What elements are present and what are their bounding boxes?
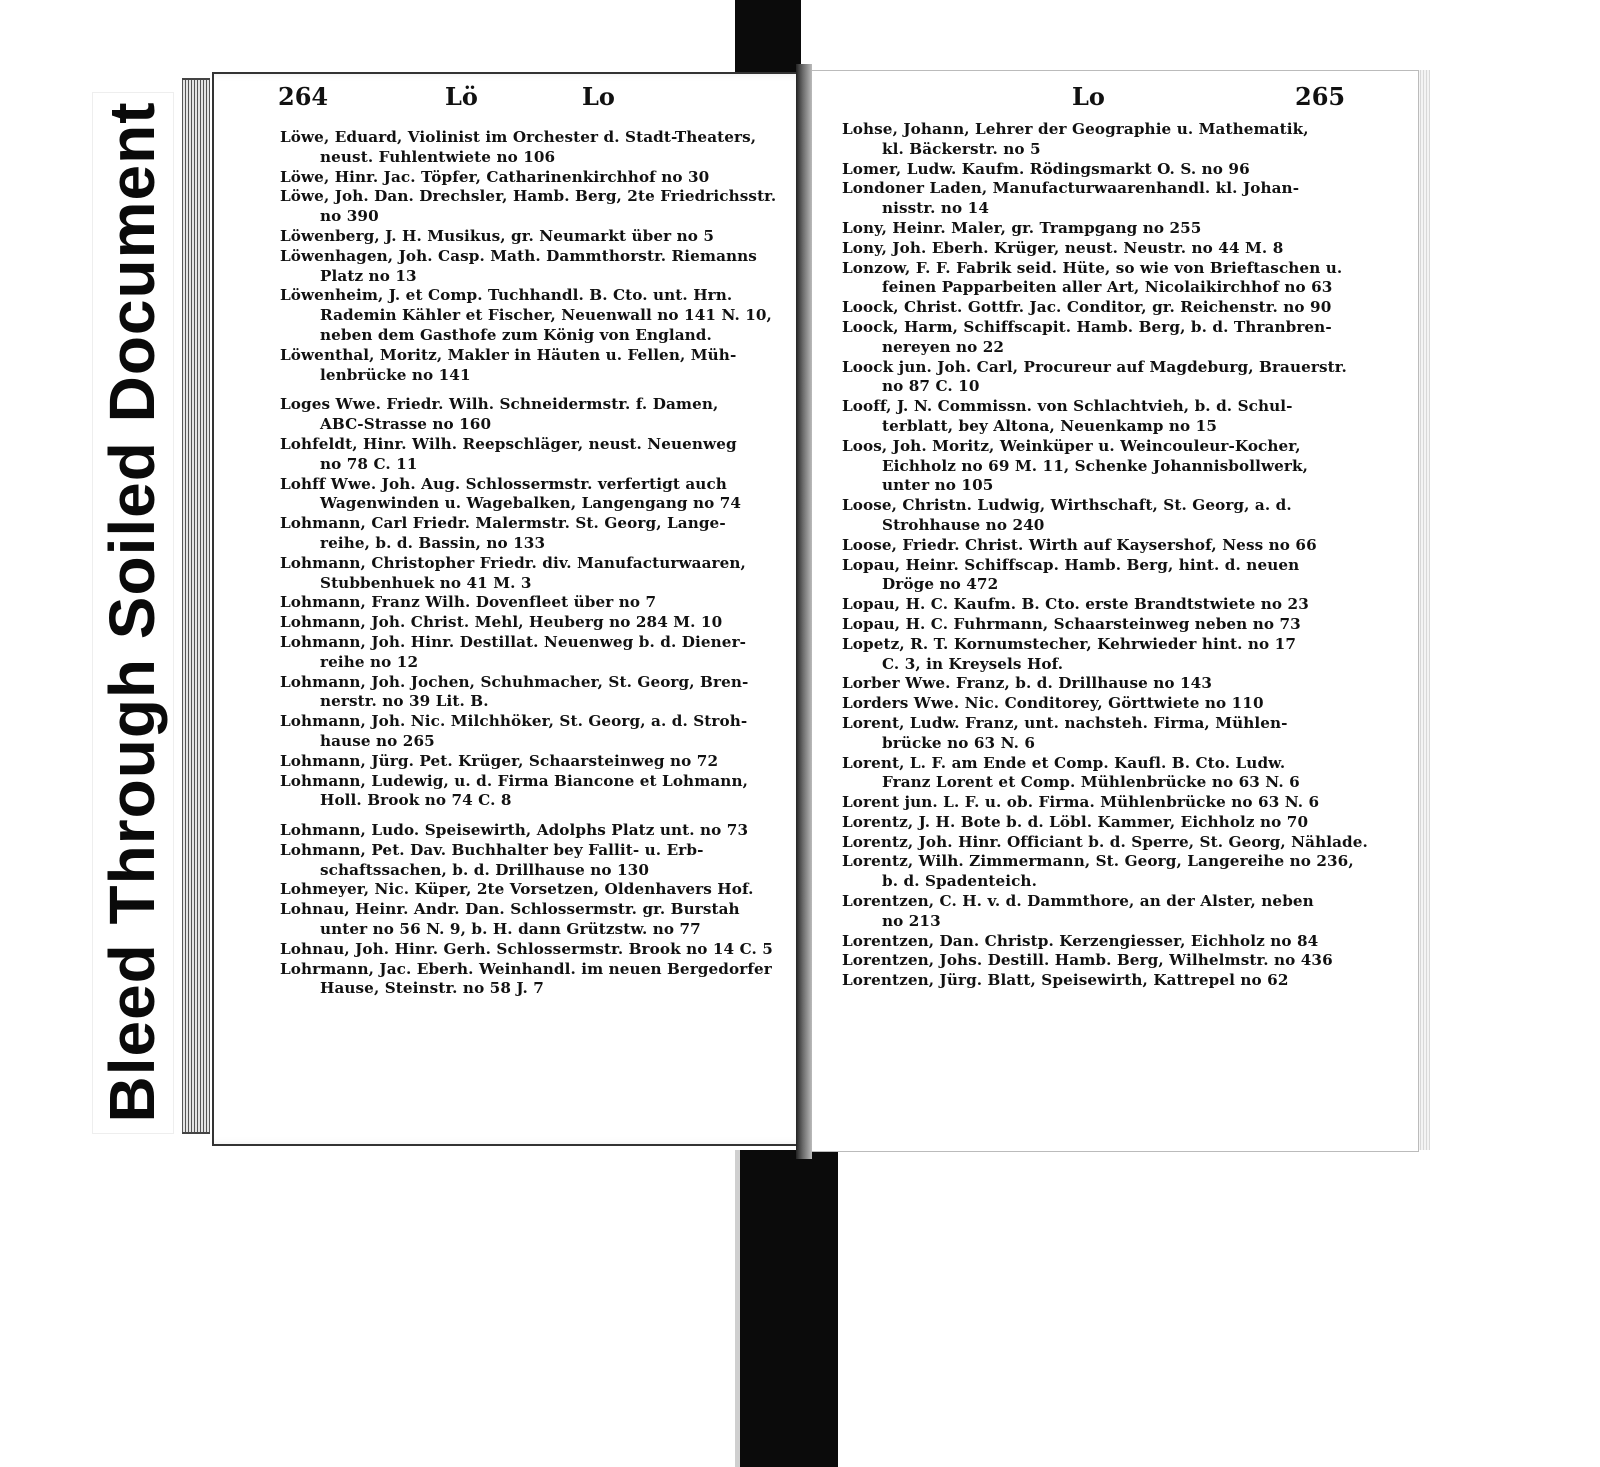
directory-entry [842, 298, 1362, 318]
book-gutter [796, 64, 812, 1159]
directory-entry [280, 880, 790, 900]
entry-continuation-line: nereyen no 22 [882, 337, 1005, 356]
entry-line: Looff, J. N. Commissn. von Schlachtvieh, b. d. Schul- [842, 397, 1293, 416]
entry-line: Lohmann, Joh. Jochen, Schuhmacher, St. Georg, Bren- [280, 672, 749, 691]
directory-entry [842, 971, 1362, 991]
page-number-right: 265 [1295, 82, 1346, 111]
entry-continuation-line: no 390 [320, 207, 379, 226]
directory-entry [280, 712, 790, 752]
directory-entry [842, 397, 1362, 437]
entry-line: Lorent, Ludw. Franz, unt. nachsteh. Firma, Mühlen- [842, 713, 1288, 732]
entry-continuation-line: feinen Papparbeiten aller Art, Nicolaikirchhof no 63 [882, 278, 1333, 297]
entry-continuation-line: no 213 [882, 911, 941, 930]
directory-entry [842, 714, 1362, 754]
entry-continuation-line: ABC-Strasse no 160 [320, 415, 492, 434]
entry-continuation-line: Rademin Kähler et Fischer, Neuenwall no 141 N. 10, [320, 306, 772, 325]
directory-entry [280, 613, 790, 633]
directory-entry [842, 239, 1362, 259]
entry-line: Lohmeyer, Nic. Küper, 2te Vorsetzen, Oldenhavers Hof. [280, 880, 754, 899]
entry-line: Lohff Wwe. Joh. Aug. Schlossermstr. verfertigt auch [280, 474, 727, 493]
directory-entry [280, 554, 790, 594]
entry-continuation-line: lenbrücke no 141 [320, 365, 471, 384]
entry-line: Lomer, Ludw. Kaufm. Rödingsmarkt O. S. no 96 [842, 159, 1250, 178]
entry-line: Lorentz, Joh. Hinr. Officiant b. d. Sperre, St. Georg, Nählade. [842, 832, 1368, 851]
entry-line: Loock, Harm, Schiffscapit. Hamb. Berg, b. d. Thranbren- [842, 317, 1332, 336]
entry-line: Löwenheim, J. et Comp. Tuchhandl. B. Cto. unt. Hrn. [280, 286, 733, 305]
entry-continuation-line: nisstr. no 14 [882, 199, 990, 218]
directory-entry [280, 900, 790, 940]
entry-continuation-line: schaftssachen, b. d. Drillhause no 130 [320, 860, 649, 879]
entry-continuation-line: unter no 105 [882, 476, 994, 495]
page-stack-left [182, 78, 210, 1134]
directory-entry [842, 694, 1362, 714]
entry-line: Lorentzen, C. H. v. d. Dammthore, an der Alster, neben [842, 892, 1314, 911]
directory-entry [842, 496, 1362, 536]
entry-line: Lorent, L. F. am Ende et Comp. Kaufl. B. Cto. Ludw. [842, 753, 1286, 772]
directory-entry [280, 960, 790, 1000]
entry-line: Lohmann, Joh. Hinr. Destillat. Neuenweg b. d. Diener- [280, 632, 747, 651]
entry-continuation-line: unter no 56 N. 9, b. H. dann Grützstw. no 77 [320, 920, 701, 939]
entry-line: Lohmann, Christopher Friedr. div. Manufacturwaaren, [280, 553, 746, 572]
entry-line: Lonzow, F. F. Fabrik seid. Hüte, so wie von Brieftaschen u. [842, 258, 1343, 277]
entry-continuation-line: Eichholz no 69 M. 11, Schenke Johannisbollwerk, [882, 456, 1309, 475]
directory-entry [280, 821, 790, 841]
directory-entry [842, 437, 1362, 496]
entry-line: Lony, Joh. Eberh. Krüger, neust. Neustr. no 44 M. 8 [842, 238, 1284, 257]
entry-line: Lohfeldt, Hinr. Wilh. Reepschläger, neust. Neuenweg [280, 434, 737, 453]
entry-line: Lorent jun. L. F. u. ob. Firma. Mühlenbrücke no 63 N. 6 [842, 793, 1320, 812]
entry-continuation-line: b. d. Spadenteich. [882, 872, 1037, 891]
directory-entry [842, 813, 1362, 833]
directory-entry [842, 318, 1362, 358]
directory-entry [842, 259, 1362, 299]
entry-continuation-line: brücke no 63 N. 6 [882, 733, 1036, 752]
entry-line: Londoner Laden, Manufacturwaarenhandl. kl. Johan- [842, 179, 1300, 198]
entry-continuation-line: Platz no 13 [320, 266, 417, 285]
directory-entry [842, 754, 1362, 794]
binding-strip-bottom [740, 1150, 838, 1467]
entry-line: Lorentz, Wilh. Zimmermann, St. Georg, Langereihe no 236, [842, 852, 1354, 871]
entry-continuation-line: Stubbenhuek no 41 M. 3 [320, 573, 532, 592]
directory-entry [280, 772, 790, 812]
entry-line: Lopau, Heinr. Schiffscap. Hamb. Berg, hint. d. neuen [842, 555, 1300, 574]
entry-continuation-line: Holl. Brook no 74 C. 8 [320, 791, 512, 810]
entry-continuation-line: Strohhause no 240 [882, 515, 1045, 534]
directory-entry [280, 395, 790, 435]
entry-line: Lorentzen, Jürg. Blatt, Speisewirth, Kattrepel no 62 [842, 971, 1289, 990]
entry-continuation-line: Dröge no 472 [882, 575, 999, 594]
directory-entry [842, 793, 1362, 813]
entry-line: Löwenhagen, Joh. Casp. Math. Dammthorstr. Riemanns [280, 246, 757, 265]
entry-line: Lorentzen, Johs. Destill. Hamb. Berg, Wilhelmstr. no 436 [842, 951, 1333, 970]
entry-line: Löwenberg, J. H. Musikus, gr. Neumarkt über no 5 [280, 226, 715, 245]
entry-line: Lohmann, Ludewig, u. d. Firma Biancone et Lohmann, [280, 771, 748, 790]
entry-continuation-line: no 78 C. 11 [320, 454, 418, 473]
entry-line: Lohmann, Pet. Dav. Buchhalter bey Fallit- u. Erb- [280, 840, 704, 859]
entry-line: Löwenthal, Moritz, Makler in Häuten u. Fellen, Müh- [280, 345, 737, 364]
entry-line: Lopau, H. C. Kaufm. B. Cto. erste Brandtstwiete no 23 [842, 595, 1309, 614]
entry-continuation-line: neust. Fuhlentwiete no 106 [320, 147, 556, 166]
entry-line: Löwe, Hinr. Jac. Töpfer, Catharinenkirchhof no 30 [280, 167, 710, 186]
directory-entry [842, 556, 1362, 596]
entry-line: Lohmann, Joh. Christ. Mehl, Heuberg no 284 M. 10 [280, 613, 723, 632]
directory-entry [280, 593, 790, 613]
directory-entry [280, 128, 790, 168]
entry-continuation-line: kl. Bäckerstr. no 5 [882, 139, 1041, 158]
entry-line: Loock, Christ. Gottfr. Jac. Conditor, gr. Reichenstr. no 90 [842, 298, 1332, 317]
directory-entry [280, 346, 790, 386]
entry-continuation-line: no 87 C. 10 [882, 377, 980, 396]
directory-entry [842, 635, 1362, 675]
running-head-right: Lo [1072, 82, 1105, 111]
directory-entry [842, 160, 1362, 180]
directory-entry [842, 832, 1368, 853]
directory-entry [280, 673, 790, 713]
entry-continuation-line: nerstr. no 39 Lit. B. [320, 692, 489, 711]
entry-line: Loos, Joh. Moritz, Weinküper u. Weincouleur-Kocher, [842, 436, 1301, 455]
entry-line: Lorber Wwe. Franz, b. d. Drillhause no 143 [842, 674, 1213, 693]
directory-entry [280, 168, 790, 188]
entry-continuation-line: Wagenwinden u. Wagebalken, Langengang no 74 [320, 494, 742, 513]
directory-entry [280, 187, 790, 227]
directory-entry [280, 752, 790, 772]
page-number-left: 264 [278, 82, 329, 111]
entry-line: Lopetz, R. T. Kornumstecher, Kehrwieder hint. no 17 [842, 634, 1297, 653]
entry-line: Lohse, Johann, Lehrer der Geographie u. Mathematik, [842, 120, 1309, 138]
directory-entry [842, 951, 1362, 971]
directory-entry [842, 595, 1362, 615]
entry-continuation-line: Franz Lorent et Comp. Mühlenbrücke no 63 N. 6 [882, 773, 1300, 792]
directory-entry [280, 841, 790, 881]
entry-line: Lohmann, Jürg. Pet. Krüger, Schaarsteinweg no 72 [280, 751, 719, 770]
directory-entry [280, 435, 790, 475]
entry-line: Lohmann, Carl Friedr. Malermstr. St. Georg, Lange- [280, 514, 726, 533]
entry-continuation-line: terblatt, bey Altona, Neuenkamp no 15 [882, 416, 1217, 435]
entry-continuation-line: reihe, b. d. Bassin, no 133 [320, 533, 546, 552]
binding-strip-top [735, 0, 801, 80]
directory-entry [280, 247, 790, 287]
entry-continuation-line: neben dem Gasthofe zum König von England. [320, 325, 712, 344]
entry-line: Lorentz, J. H. Bote b. d. Löbl. Kammer, Eichholz no 70 [842, 812, 1309, 831]
entry-line: Loges Wwe. Friedr. Wilh. Schneidermstr. f. Damen, [280, 395, 719, 414]
condition-label-text: Bleed Through Soiled Document [96, 101, 168, 1123]
directory-entries-right [842, 120, 1368, 991]
entry-line: Lohmann, Ludo. Speisewirth, Adolphs Platz unt. no 73 [280, 821, 749, 840]
entry-line: Lony, Heinr. Maler, gr. Trampgang no 255 [842, 218, 1202, 237]
entry-line: Loose, Friedr. Christ. Wirth auf Kaysershof, Ness no 66 [842, 535, 1317, 554]
entry-line: Lohnau, Heinr. Andr. Dan. Schlossermstr. gr. Burstah [280, 900, 740, 919]
directory-entry [842, 219, 1362, 239]
entry-line: Lohnau, Joh. Hinr. Gerh. Schlossermstr. Brook no 14 C. 5 [280, 939, 773, 958]
entry-continuation-line: Hause, Steinstr. no 58 J. 7 [320, 979, 544, 998]
directory-entry [280, 940, 790, 960]
directory-entry [842, 674, 1362, 694]
entry-line: Lorentzen, Dan. Christp. Kerzengiesser, Eichholz no 84 [842, 931, 1319, 950]
entry-line: Lohmann, Franz Wilh. Dovenfleet über no 7 [280, 593, 657, 612]
entry-continuation-line: C. 3, in Kreysels Hof. [882, 654, 1064, 673]
directory-entry [842, 179, 1362, 219]
entry-line: Lorders Wwe. Nic. Conditorey, Görttwiete no 110 [842, 694, 1264, 713]
directory-entry [842, 358, 1362, 398]
directory-entry [280, 286, 790, 345]
directory-entry [280, 633, 790, 673]
entry-line: Loose, Christn. Ludwig, Wirthschaft, St. Georg, a. d. [842, 496, 1292, 515]
directory-entry [842, 615, 1362, 635]
directory-entry [280, 475, 790, 515]
directory-entry [842, 852, 1362, 892]
entry-continuation-line: hause no 265 [320, 731, 435, 750]
entry-line: Löwe, Joh. Dan. Drechsler, Hamb. Berg, 2te Friedrichsstr. [280, 187, 777, 206]
directory-entries-left [280, 128, 790, 999]
directory-entry [842, 932, 1362, 952]
directory-entry [842, 536, 1362, 556]
running-head-left-2: Lo [582, 82, 615, 111]
entry-line: Lohmann, Joh. Nic. Milchhöker, St. Georg, a. d. Stroh- [280, 712, 748, 731]
entry-line: Löwe, Eduard, Violinist im Orchester d. Stadt-Theaters, [280, 128, 757, 146]
directory-entry [280, 227, 790, 247]
directory-entry [842, 120, 1362, 160]
running-head-left-1: Lö [445, 82, 478, 111]
directory-entry [842, 892, 1362, 932]
entry-line: Loock jun. Joh. Carl, Procureur auf Magdeburg, Brauerstr. [842, 357, 1347, 376]
entry-line: Lopau, H. C. Fuhrmann, Schaarsteinweg neben no 73 [842, 614, 1301, 633]
entry-continuation-line: reihe no 12 [320, 652, 419, 671]
directory-entry [280, 514, 790, 554]
entry-line: Lohrmann, Jac. Eberh. Weinhandl. im neuen Bergedorfer [280, 959, 772, 978]
